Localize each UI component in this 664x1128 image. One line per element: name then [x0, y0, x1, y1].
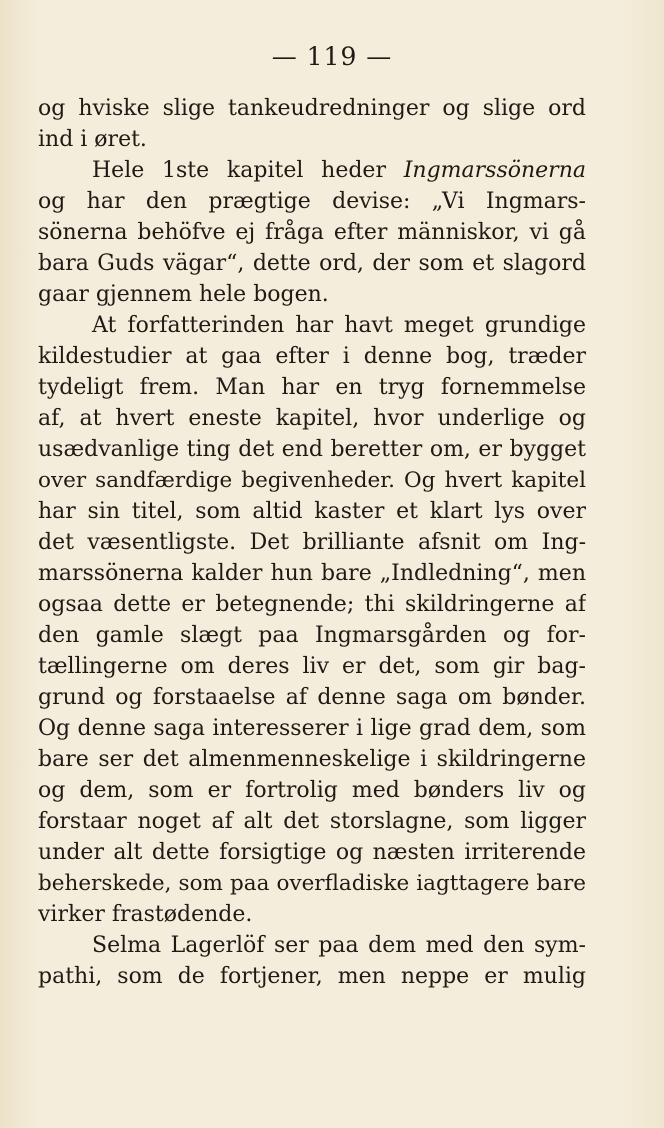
text-line: forstaar noget af alt det storslagne, som ligger: [38, 809, 586, 834]
text-line: Og denne saga interesserer i lige grad dem, som: [38, 716, 586, 741]
text-line: Selma Lagerlöf ser paa dem med den sym-: [92, 933, 586, 958]
body-text: [38, 93, 586, 992]
text-line: gaar gjennem hele bogen.: [38, 282, 329, 307]
text-line: den gamle slægt paa Ingmarsgården og for-: [38, 623, 586, 648]
text-line: pathi, som de fortjener, men neppe er mulig: [38, 964, 586, 989]
text-line: og hviske slige tankeudredninger og slige ord: [38, 96, 586, 121]
text-segment: Hele 1ste kapitel heder: [92, 158, 404, 183]
text-line: marssönerna kalder hun bare „Indledning“, men: [38, 561, 586, 586]
text-line: og dem, som er fortrolig med bønders liv og: [38, 778, 586, 803]
text-line: ogsaa dette er betegnende; thi skildringerne af: [38, 592, 586, 617]
text-line: kildestudier at gaa efter i denne bog, træder: [38, 344, 586, 369]
text-line: [38, 155, 586, 186]
text-line: og har den prægtige devise: „Vi Ingmars-: [38, 189, 586, 214]
text-line: under alt dette forsigtige og næsten irriterende: [38, 840, 586, 865]
text-line: tydeligt frem. Man har en tryg fornemmelse: [38, 375, 586, 400]
page-number: — 119 —: [271, 42, 393, 71]
text-line: usædvanlige ting det end beretter om, er bygget: [38, 437, 586, 462]
text-line: det væsentligste. Det brilliante afsnit om Ing-: [38, 530, 586, 555]
text-line: grund og forstaaelse af denne saga om bønder.: [38, 685, 586, 710]
text-line: har sin titel, som altid kaster et klart lys over: [38, 499, 586, 524]
text-line: ind i øret.: [38, 127, 147, 152]
text-line: tællingerne om deres liv er det, som gir bag-: [38, 654, 586, 679]
text-line: af, at hvert eneste kapitel, hvor underlige og: [38, 406, 586, 431]
text-line: bare ser det almenmenneskelige i skildringerne: [38, 747, 586, 772]
text-line: virker frastødende.: [38, 902, 253, 927]
book-title-italic: Ingmarssönerna: [403, 158, 586, 183]
text-line: At forfatterinden har havt meget grundige: [92, 313, 586, 338]
text-line: over sandfærdige begivenheder. Og hvert kapitel: [38, 468, 586, 493]
text-line: sönerna behöfve ej fråga efter människor, vi gå: [38, 220, 586, 245]
text-line: beherskede, som paa overfladiske iagttagere bare: [38, 871, 586, 896]
text-line: bara Guds vägar“, dette ord, der som et slagord: [38, 251, 586, 276]
